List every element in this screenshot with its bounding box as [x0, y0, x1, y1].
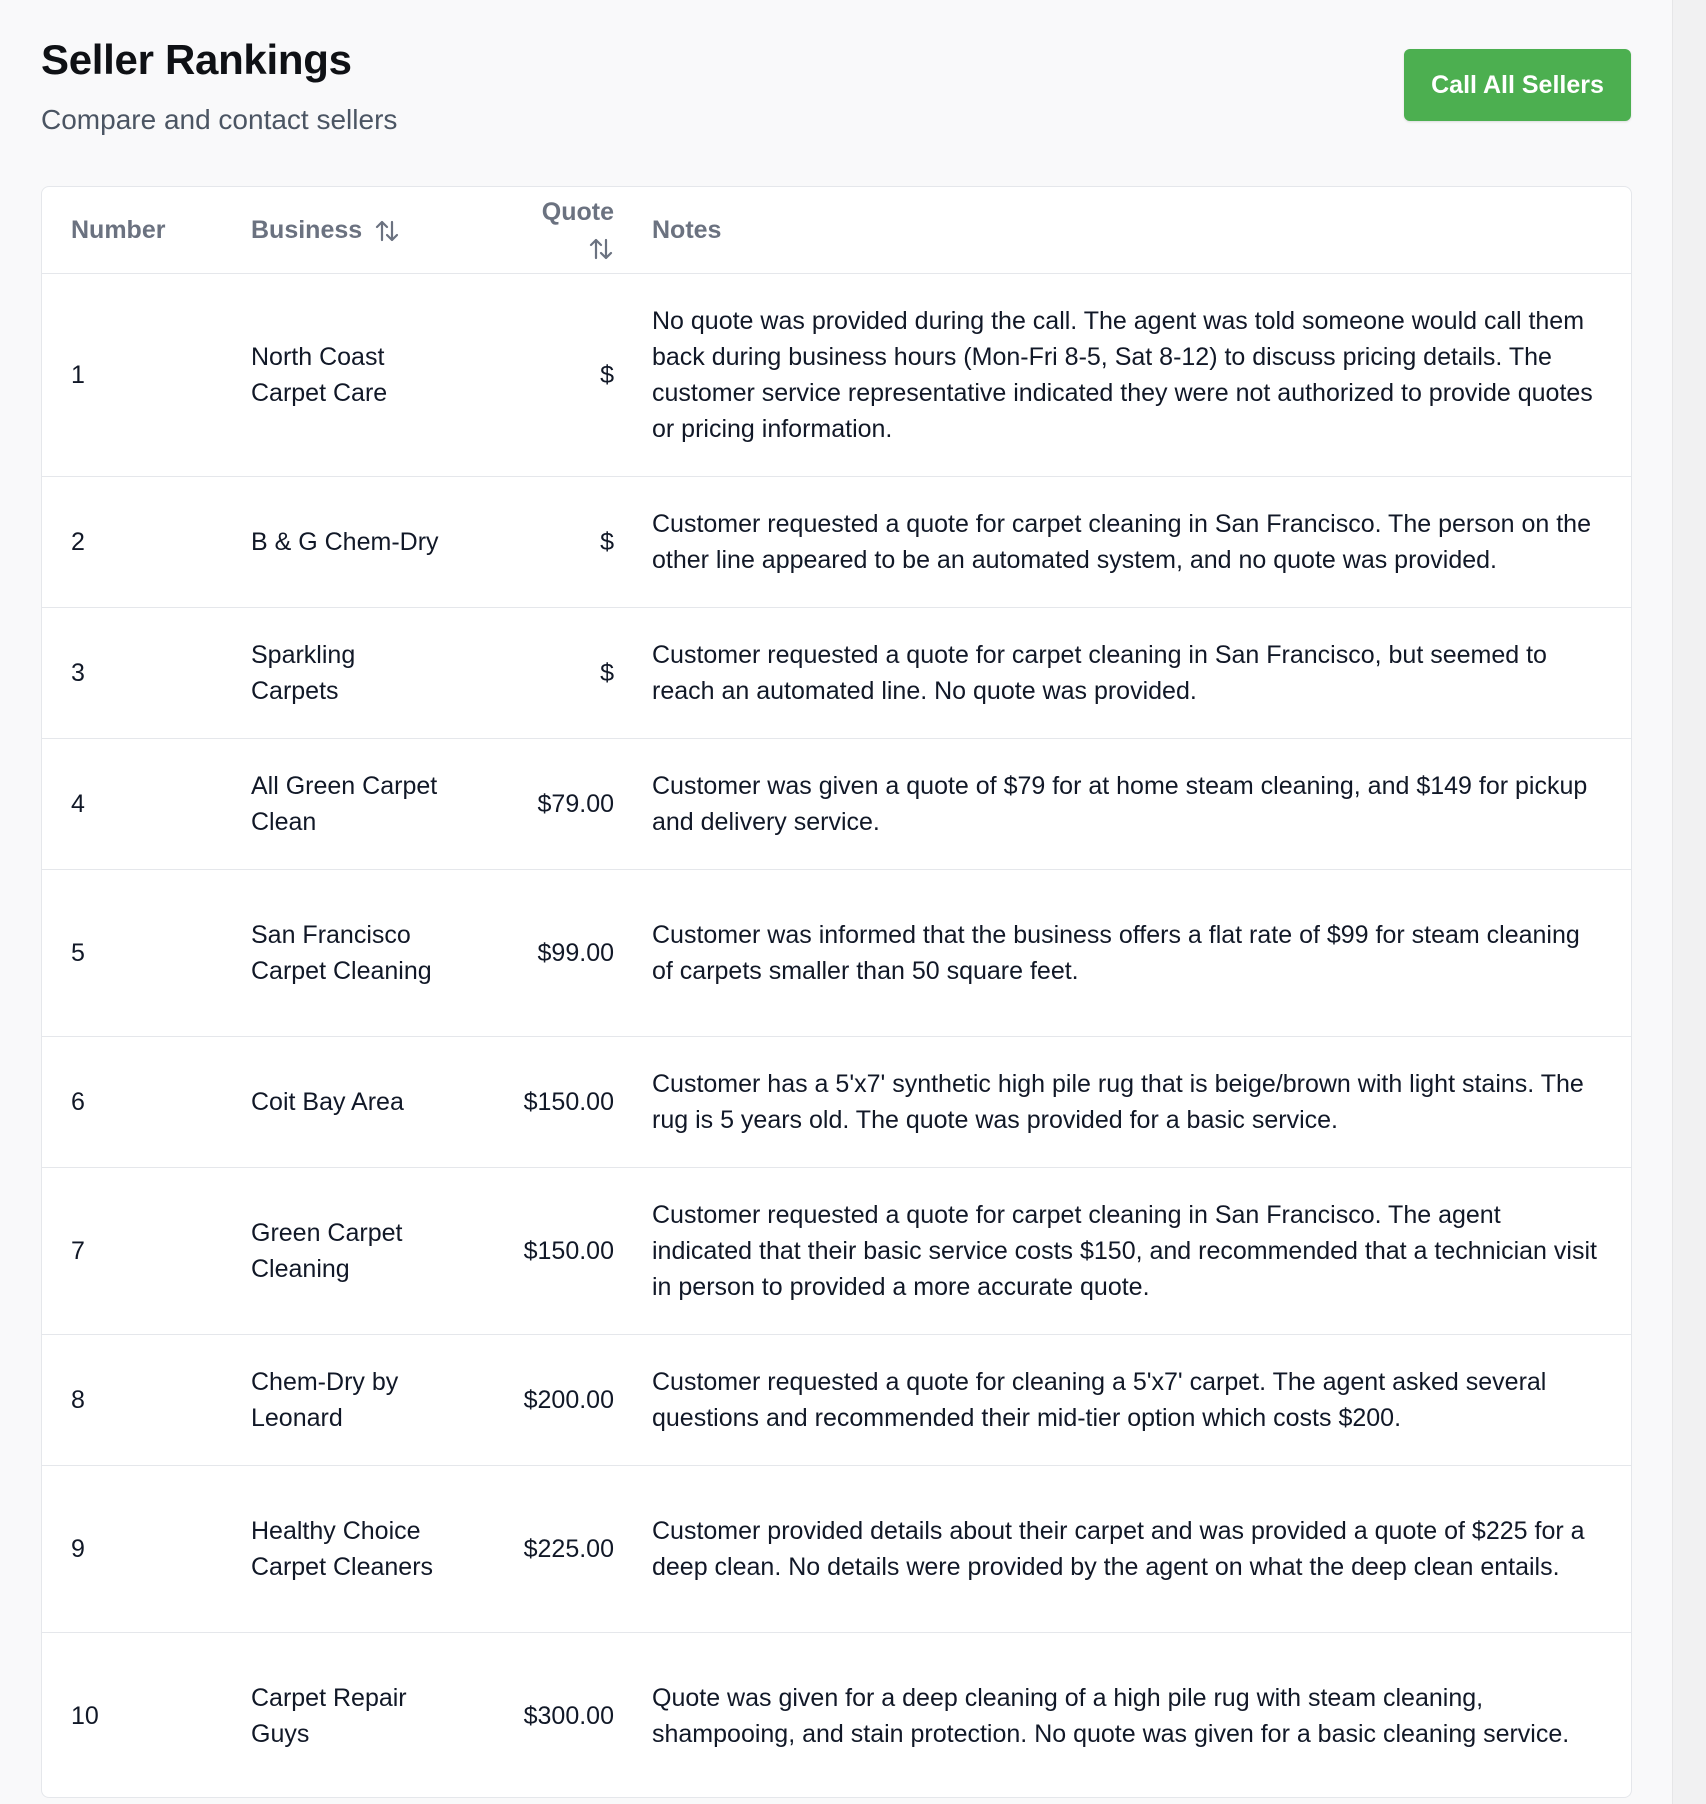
cell-notes: Customer requested a quote for cleaning a 5'x7' carpet. The agent asked several questions and recommended their mid-tier option which costs $200. [622, 1335, 1631, 1466]
cell-quote: $ [452, 477, 622, 608]
cell-business: North Coast Carpet Care [222, 274, 452, 477]
cell-business: Green Carpet Cleaning [222, 1168, 452, 1335]
cell-quote: $ [452, 274, 622, 477]
call-all-sellers-button[interactable]: Call All Sellers [1404, 49, 1631, 121]
table-row[interactable] [42, 1168, 1631, 1335]
table-row[interactable] [42, 477, 1631, 608]
table-row[interactable] [42, 1633, 1631, 1799]
cell-business: Coit Bay Area [222, 1037, 452, 1168]
table-row[interactable] [42, 274, 1631, 477]
cell-notes: Customer was given a quote of $79 for at home steam cleaning, and $149 for pickup and delivery service. [622, 739, 1631, 870]
cell-business: B & G Chem-Dry [222, 477, 452, 608]
table-row[interactable] [42, 870, 1631, 1037]
column-header-business[interactable] [222, 187, 452, 274]
sort-icon[interactable] [588, 236, 614, 262]
cell-number: 4 [42, 739, 222, 870]
cell-notes: No quote was provided during the call. The agent was told someone would call them back during business hours (Mon-Fri 8-5, Sat 8-12) to discuss pricing details. The customer service representative indicated they were not authorized to provide quotes or pricing information. [622, 274, 1631, 477]
table-body [42, 274, 1631, 1799]
cell-business: Carpet Repair Guys [251, 1684, 407, 1749]
seller-table-container [41, 186, 1632, 1798]
cell-number: 9 [42, 1466, 222, 1633]
column-header-notes-label: Notes [652, 215, 722, 244]
page-header [41, 30, 1631, 150]
column-header-quote-label: Quote [541, 198, 614, 226]
table-row[interactable] [42, 1466, 1631, 1633]
cell-quote: $225.00 [452, 1466, 622, 1633]
cell-notes: Quote was given for a deep cleaning of a high pile rug with steam cleaning, shampooing, and stain protection. No quote was given for a basic cleaning service. [652, 1684, 1570, 1749]
cell-number: 5 [42, 870, 222, 1037]
cell-number: 2 [42, 477, 222, 608]
cell-business: San Francisco Carpet Cleaning [222, 870, 452, 1037]
cell-business: All Green Carpet Clean [222, 739, 452, 870]
scrollbar-track[interactable] [1672, 0, 1706, 1804]
cell-notes: Customer requested a quote for carpet cleaning in San Francisco, but seemed to reach an automated line. No quote was provided. [622, 608, 1631, 739]
table-header [42, 187, 1631, 274]
table-row[interactable] [42, 739, 1631, 870]
column-header-quote[interactable] [452, 187, 622, 274]
cell-quote: $99.00 [452, 870, 622, 1037]
cell-quote: $150.00 [452, 1168, 622, 1335]
column-header-number [42, 187, 222, 274]
table-row[interactable] [42, 608, 1631, 739]
cell-quote: $ [452, 608, 622, 739]
cell-number: 1 [42, 274, 222, 477]
table-row[interactable] [42, 1037, 1631, 1168]
sort-icon[interactable] [374, 218, 400, 244]
cell-notes: Customer was informed that the business offers a flat rate of $99 for steam cleaning of carpets smaller than 50 square feet. [622, 870, 1631, 1037]
page-subtitle: Compare and contact sellers [41, 104, 398, 135]
cell-notes: Customer requested a quote for carpet cleaning in San Francisco. The agent indicated that their basic service costs $150, and recommended that a technician visit in person to provided a more accurate quote. [622, 1168, 1631, 1335]
cell-quote: $150.00 [452, 1037, 622, 1168]
cell-business: Chem-Dry by Leonard [222, 1335, 452, 1466]
cell-notes: Customer has a 5'x7' synthetic high pile rug that is beige/brown with light stains. The rug is 5 years old. The quote was provided for a basic service. [622, 1037, 1631, 1168]
cell-quote: $300.00 [523, 1702, 614, 1731]
cell-notes: Customer provided details about their carpet and was provided a quote of $225 for a deep clean. No details were provided by the agent on what the deep clean entails. [622, 1466, 1631, 1633]
seller-table [42, 187, 1631, 1798]
column-header-notes [622, 187, 1631, 274]
cell-number: 8 [42, 1335, 222, 1466]
cell-number: 7 [42, 1168, 222, 1335]
cell-number: 3 [42, 608, 222, 739]
cell-business: Healthy Choice Carpet Cleaners [222, 1466, 452, 1633]
cell-number: 10 [71, 1702, 99, 1731]
column-header-number-label: Number [71, 215, 166, 244]
cell-business: Sparkling Carpets [222, 608, 452, 739]
column-header-business-label: Business [251, 215, 363, 244]
cell-notes: Customer requested a quote for carpet cleaning in San Francisco. The person on the other line appeared to be an automated system, and no quote was provided. [622, 477, 1631, 608]
table-row[interactable] [42, 1335, 1631, 1466]
cell-quote: $200.00 [452, 1335, 622, 1466]
page-title: Seller Rankings [41, 36, 352, 83]
cell-quote: $79.00 [452, 739, 622, 870]
cell-number: 6 [42, 1037, 222, 1168]
